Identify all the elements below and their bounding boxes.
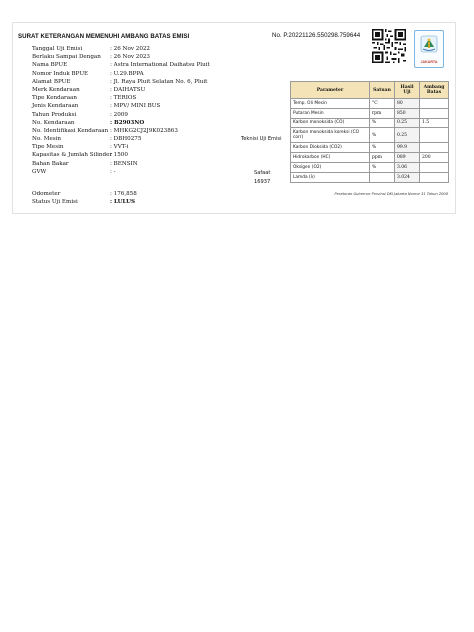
unit-cell: % (370, 143, 395, 153)
header-result: Hasil Uji (395, 82, 420, 99)
unit-cell: °C (370, 99, 395, 109)
field-value: : U.29.BPPA (110, 70, 144, 77)
field-value: : Astra International Daihatsu Pluit (110, 62, 210, 69)
field-row (32, 70, 242, 78)
limit-cell (420, 108, 449, 118)
field-label: Tahun Produksi (32, 111, 77, 118)
field-row (32, 135, 242, 143)
field-label: Tipe Mesin (32, 144, 64, 151)
document-title: SURAT KETERANGAN MEMENUHI AMBANG BATAS EMISI (18, 33, 190, 40)
technician-role: Teknisi Uji Emisi (241, 136, 282, 142)
vehicle-info-list (32, 45, 242, 176)
jakarta-emblem-logo (414, 30, 444, 68)
limit-cell (420, 128, 449, 143)
field-value: : 26 Nov 2023 (110, 54, 150, 61)
field-value: : LULUS (110, 199, 136, 206)
result-cell: 3.06 (395, 162, 420, 172)
parameter-cell: Lamda (λ) (291, 172, 370, 182)
parameter-cell: Temp. Oli Mesin (291, 99, 370, 109)
field-label: Bahan Bakar (32, 160, 69, 167)
table-row (291, 99, 449, 109)
result-cell: 850 (395, 108, 420, 118)
logo-text: JAKARTA (420, 60, 438, 64)
field-row (32, 53, 242, 61)
table-row (291, 153, 449, 163)
field-label: Odometer (32, 191, 61, 197)
field-label: Nama BPUE (32, 62, 68, 69)
header-parameter: Parameter (291, 82, 370, 99)
field-value: : 176,858 (110, 191, 137, 197)
table-row (291, 162, 449, 172)
result-cell: 0.25 (395, 118, 420, 128)
unit-cell: rpm (370, 108, 395, 118)
result-cell: 089 (395, 153, 420, 163)
field-row (32, 111, 242, 119)
result-cell: 3.024 (395, 172, 420, 182)
unit-cell: ppm (370, 153, 395, 163)
field-row (32, 198, 242, 206)
field-value: : MPV/ MINI BUS (110, 103, 161, 110)
field-label: Merk Kendaraan (32, 86, 80, 93)
parameter-cell: Karbon monoksida (CO) (291, 118, 370, 128)
limit-cell: 1.5 (420, 118, 449, 128)
result-cell: 80 (395, 99, 420, 109)
header-unit: Satuan (370, 82, 395, 99)
emblem-icon (415, 31, 443, 59)
field-row (32, 86, 242, 94)
test-status-list (32, 190, 242, 206)
field-row (32, 78, 242, 86)
field-label: Status Uji Emisi (32, 199, 78, 206)
qr-code-icon (372, 29, 406, 63)
field-label: No. Kendaraan (32, 119, 75, 126)
field-value: : 1500 (110, 152, 128, 159)
unit-cell: % (370, 128, 395, 143)
field-row (32, 45, 242, 53)
emission-results-table (290, 81, 449, 183)
technician-id: 16937 (254, 178, 271, 185)
parameter-cell: Putaran Mesin (291, 108, 370, 118)
unit-cell: % (370, 162, 395, 172)
field-value: : 2009 (110, 111, 128, 118)
regulation-footnote: Peraturan Gubernur Provinsi DKI Jakarta Nomor 31 Tahun 2008 (334, 192, 448, 196)
table-row (291, 128, 449, 143)
header-limit: Ambang Batas (420, 82, 449, 99)
field-label: Jenis Kendaraan (32, 103, 79, 110)
limit-cell (420, 162, 449, 172)
parameter-cell: Karbon monoksida koreksi (CO corr) (291, 128, 370, 143)
limit-cell (420, 172, 449, 182)
field-value: : VVT-i (110, 144, 129, 151)
unit-cell (370, 172, 395, 182)
table-row (291, 172, 449, 182)
field-row (32, 127, 242, 135)
field-value: : DBH0275 (110, 136, 142, 143)
table-row (291, 118, 449, 128)
result-cell: 99.9 (395, 143, 420, 153)
field-value: : BENSIN (110, 160, 138, 167)
technician-name: Safaat (254, 170, 271, 176)
table-row (291, 108, 449, 118)
field-label: Tipe Kendaraan (32, 95, 77, 102)
field-value: : Jl. Raya Pluit Selatan No. 6, Pluit (110, 78, 208, 85)
parameter-cell: Karbon Dioksida (CO2) (291, 143, 370, 153)
field-row (32, 94, 242, 102)
field-row (32, 119, 242, 127)
field-label: GVW (32, 168, 47, 175)
field-value: : 26 Nov 2022 (110, 46, 150, 52)
unit-cell: % (370, 118, 395, 128)
field-row (32, 151, 242, 159)
field-label: No. Identifikasi Kendaraan (32, 127, 109, 134)
field-value: : DAIHATSU (110, 86, 146, 93)
technician-signature (254, 169, 284, 186)
field-row (32, 143, 242, 151)
field-label: Tanggal Uji Emisi (32, 46, 83, 52)
field-value: : TERIOS (110, 95, 137, 102)
limit-cell (420, 99, 449, 109)
limit-cell (420, 143, 449, 153)
table-row (291, 143, 449, 153)
parameter-cell: Oksigen (O2) (291, 162, 370, 172)
field-row (32, 160, 242, 168)
field-label: Nomor Induk BPUE (32, 70, 89, 77)
field-row (32, 190, 242, 198)
field-value: : MHKG2CJ2J9K023863 (110, 127, 178, 134)
field-label: Alamat BPUE (32, 78, 71, 85)
field-value: : B2903NO (110, 119, 145, 126)
table-header-row (291, 82, 449, 99)
limit-cell: 200 (420, 153, 449, 163)
field-row (32, 61, 242, 69)
field-label: Kapasitas & Jumlah Silinder (32, 152, 113, 159)
field-row (32, 102, 242, 110)
field-row (32, 168, 242, 176)
field-value: : - (110, 168, 116, 175)
field-label: Berlaku Sampai Dengan (32, 54, 101, 61)
field-label: No. Mesin (32, 136, 62, 143)
parameter-cell: Hidrokarbon (HC) (291, 153, 370, 163)
document-number: No. P.20221126.550298.759644 (272, 32, 361, 39)
result-cell: 0.25 (395, 128, 420, 143)
